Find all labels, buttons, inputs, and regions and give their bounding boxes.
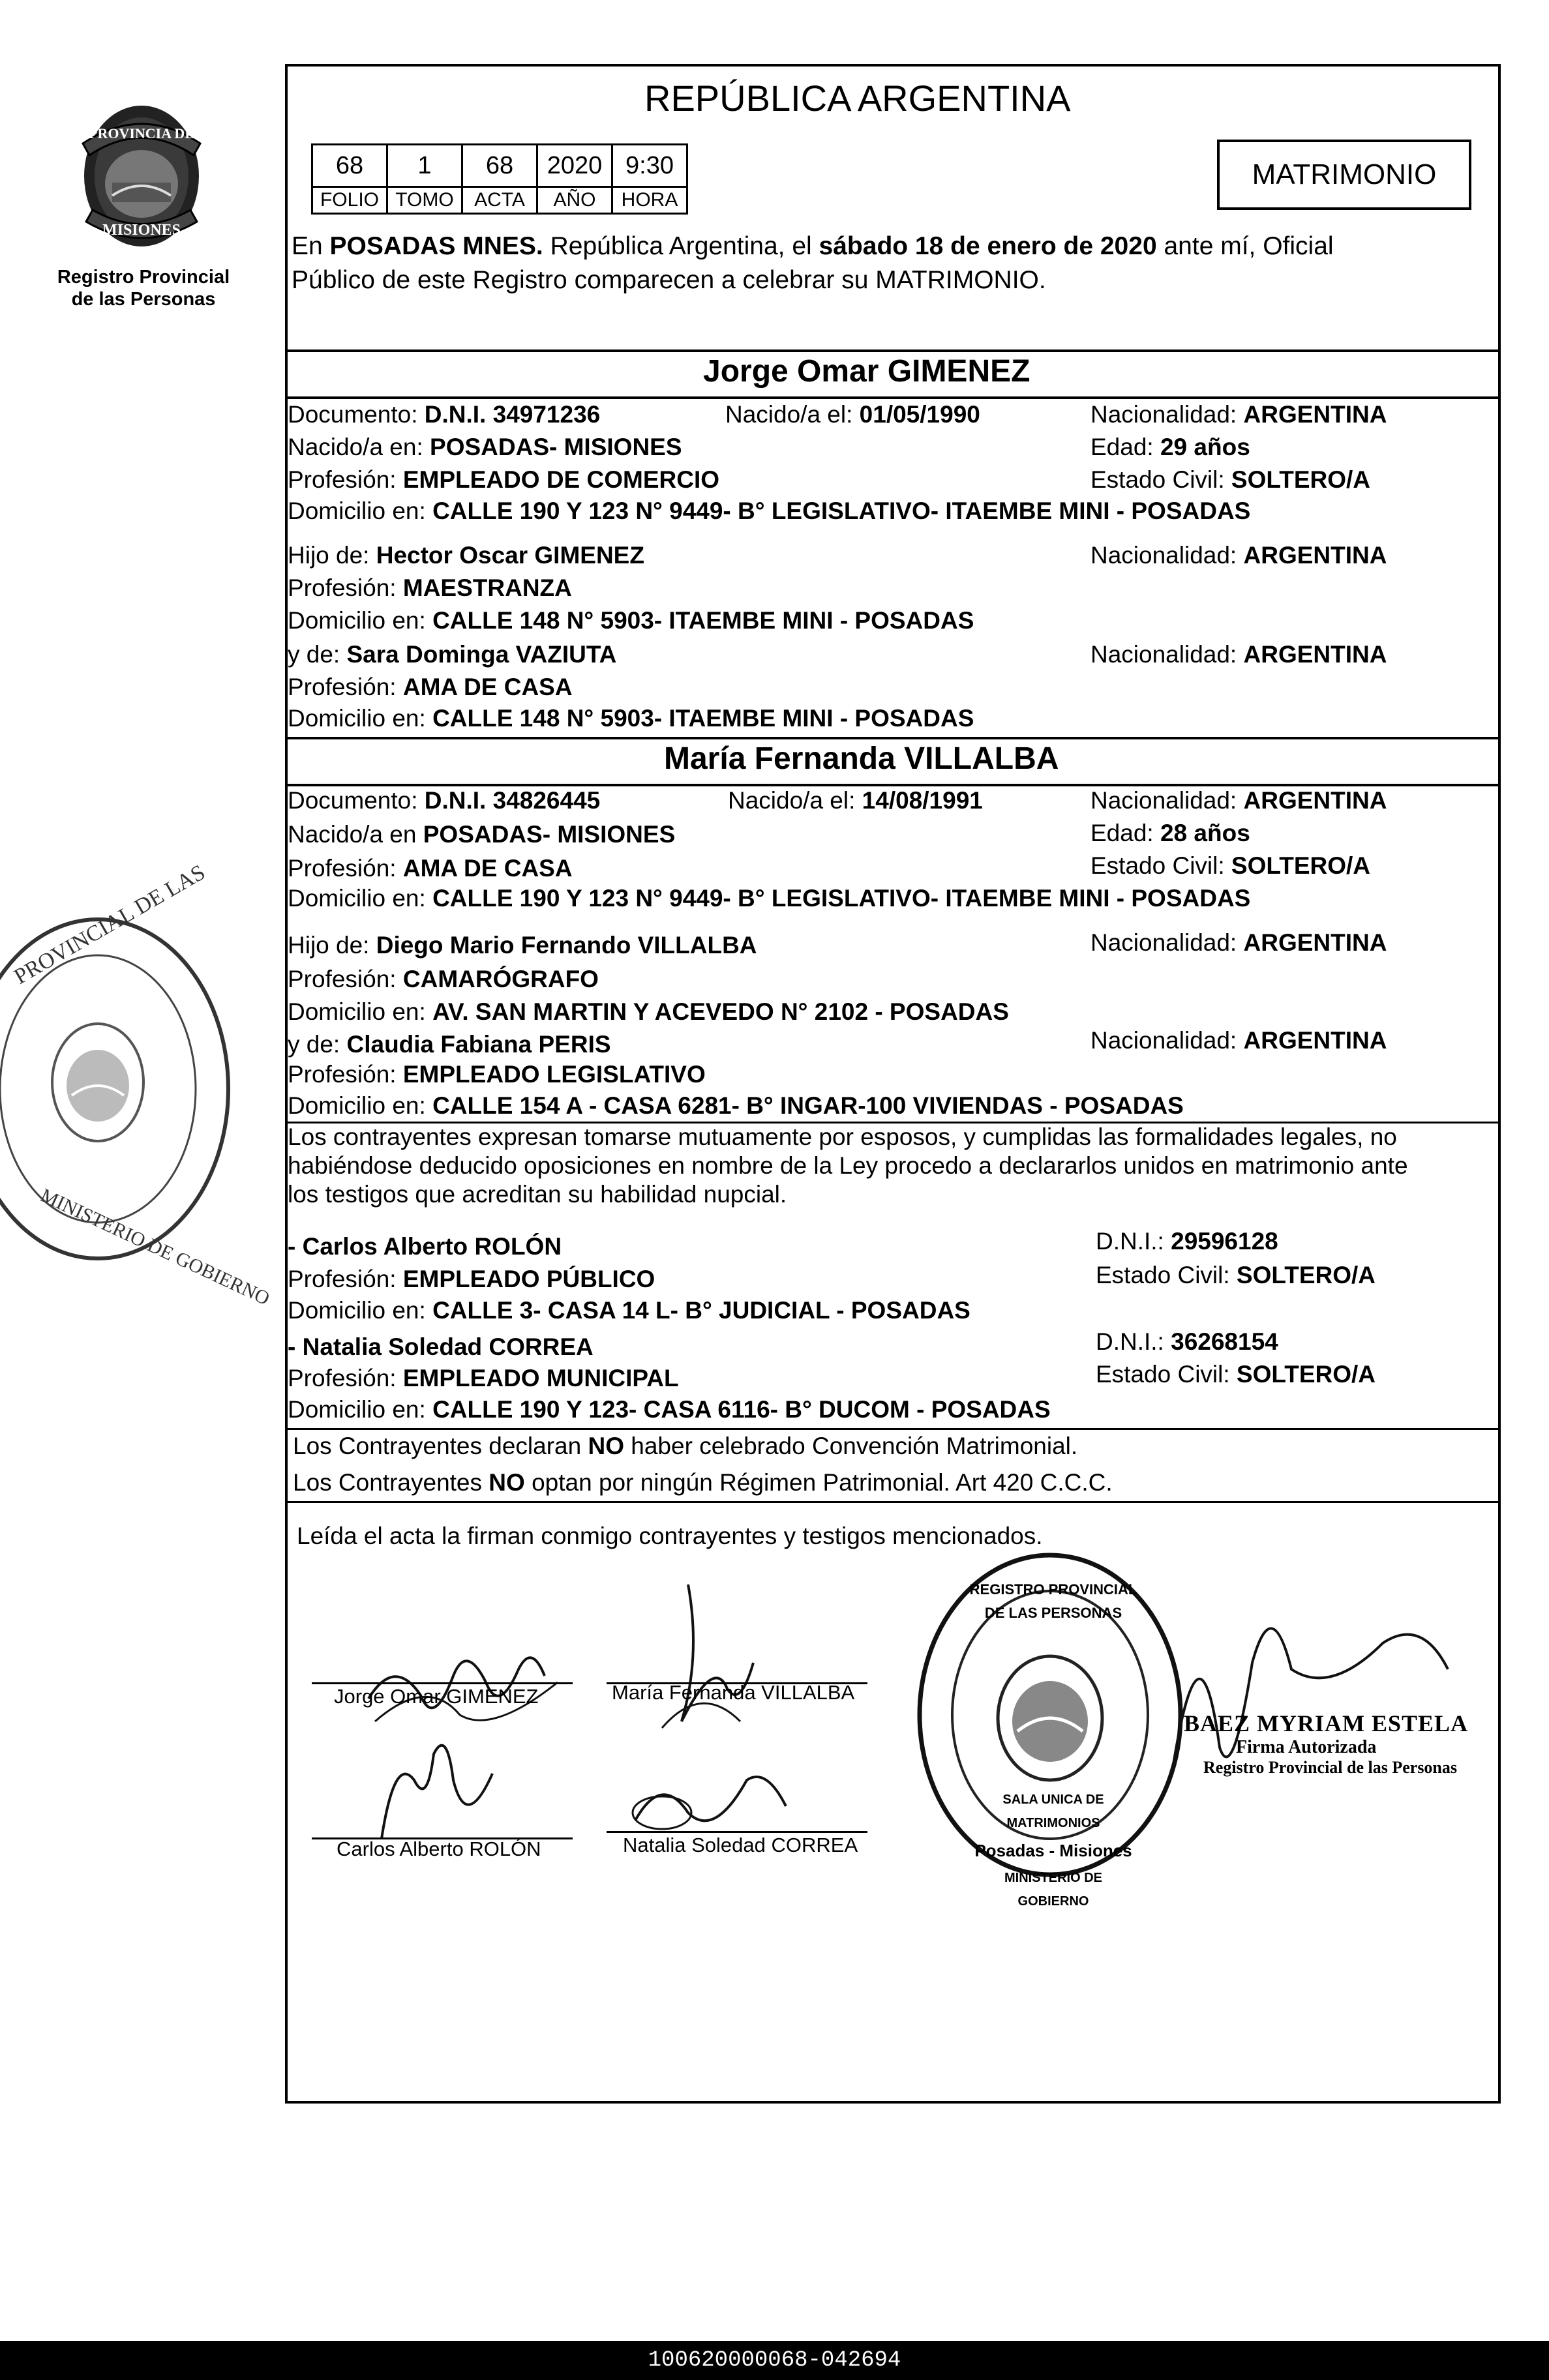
witness2-profession bbox=[288, 1364, 679, 1393]
label: Estado Civil: bbox=[1090, 466, 1225, 493]
value: EMPLEADO LEGISLATIVO bbox=[402, 1061, 706, 1088]
label: Nacionalidad: bbox=[1090, 401, 1237, 428]
witness2-name: - Natalia Soledad CORREA bbox=[288, 1333, 594, 1360]
document-code-bar bbox=[0, 2341, 1549, 2380]
stamp-bottom-text: MINISTERIO DE GOBIERNO bbox=[1004, 1871, 1102, 1909]
spouse2-mother-name bbox=[288, 1030, 611, 1059]
label: Domicilio en: bbox=[288, 705, 426, 732]
witness2-dni bbox=[1096, 1328, 1278, 1356]
acta-label: ACTA bbox=[462, 187, 537, 214]
acta-value: 68 bbox=[462, 145, 537, 187]
label: Estado Civil: bbox=[1096, 1262, 1230, 1288]
stamp-city-text: Posadas - Misiones bbox=[974, 1841, 1132, 1860]
value: AMA DE CASA bbox=[402, 855, 573, 882]
stamp-outer-text: REGISTRO PROVINCIAL DE LAS PERSONAS bbox=[969, 1581, 1137, 1621]
intro-place: POSADAS MNES. bbox=[329, 232, 543, 260]
svg-text:MISIONES: MISIONES bbox=[102, 222, 181, 239]
text: Los Contrayentes declaran bbox=[293, 1433, 588, 1459]
country-title: REPÚBLICA ARGENTINA bbox=[644, 78, 1071, 119]
folio-label: FOLIO bbox=[312, 187, 387, 214]
label: Nacido/a el: bbox=[728, 787, 856, 814]
text: NO bbox=[489, 1469, 525, 1496]
spouse1-name: Jorge Omar GIMENEZ bbox=[703, 354, 1030, 389]
spouse1-father-name bbox=[288, 541, 644, 570]
official-block bbox=[1184, 1710, 1468, 1778]
value: POSADAS- MISIONES bbox=[430, 434, 682, 460]
spouse2-nationality bbox=[1090, 786, 1387, 815]
spouse1-nationality bbox=[1090, 400, 1387, 429]
folio-value: 68 bbox=[312, 145, 387, 187]
value: EMPLEADO MUNICIPAL bbox=[402, 1365, 679, 1391]
spouse1-address bbox=[288, 497, 1250, 526]
label: Hijo de: bbox=[288, 542, 370, 569]
convention-line-1 bbox=[293, 1432, 1077, 1461]
spouse2-birthdate bbox=[728, 786, 983, 815]
spouse1-mother-profession bbox=[288, 673, 573, 702]
value: SOLTERO/A bbox=[1231, 852, 1371, 879]
value: 01/05/1990 bbox=[859, 401, 980, 428]
year-label: AÑO bbox=[537, 187, 612, 214]
witness1-dni bbox=[1096, 1227, 1278, 1256]
value: MAESTRANZA bbox=[402, 574, 572, 601]
label: Estado Civil: bbox=[1090, 852, 1225, 879]
spouse2-father-name bbox=[288, 931, 757, 960]
label: Nacionalidad: bbox=[1090, 929, 1237, 956]
value: Diego Mario Fernando VILLALBA bbox=[376, 932, 757, 959]
round-stamp-icon bbox=[0, 860, 273, 1310]
value: CAMARÓGRAFO bbox=[402, 966, 599, 992]
label: Nacionalidad: bbox=[1090, 542, 1237, 569]
label: y de: bbox=[288, 1031, 340, 1058]
intro-prefix: En bbox=[292, 232, 330, 260]
spouse2-father-profession bbox=[288, 965, 599, 994]
label: D.N.I.: bbox=[1096, 1228, 1164, 1255]
tomo-label: TOMO bbox=[387, 187, 462, 214]
spouse2-address bbox=[288, 884, 1250, 913]
label: Nacido/a en: bbox=[288, 434, 423, 460]
document-code: 100620000068-042694 bbox=[648, 2348, 901, 2373]
spouse2-father-nationality bbox=[1090, 929, 1387, 957]
label: y de: bbox=[288, 641, 340, 668]
spouse2-mother-nationality bbox=[1090, 1026, 1387, 1055]
value: AV. SAN MARTIN Y ACEVEDO N° 2102 - POSADAS bbox=[432, 998, 1009, 1025]
intro-suffix: ante mí, Oficial bbox=[1156, 232, 1334, 260]
value: SOLTERO/A bbox=[1231, 466, 1371, 493]
text: optan por ningún Régimen Patrimonial. Art 420 C.C.C. bbox=[524, 1469, 1113, 1496]
label: Profesión: bbox=[288, 574, 397, 601]
spouse2-civil-status bbox=[1090, 852, 1370, 880]
spouse2-mother-profession bbox=[288, 1060, 706, 1089]
intro-line-1 bbox=[292, 232, 1334, 261]
year-value: 2020 bbox=[537, 145, 612, 187]
value: 36268154 bbox=[1171, 1328, 1278, 1355]
spouse2-profession bbox=[288, 854, 573, 883]
hour-value: 9:30 bbox=[612, 145, 687, 187]
value: D.N.I. 34971236 bbox=[424, 401, 601, 428]
label: Nacido/a en bbox=[288, 821, 417, 848]
value: 29596128 bbox=[1171, 1228, 1278, 1255]
declaration-line-3: los testigos que acreditan su habilidad nupcial. bbox=[288, 1181, 787, 1208]
official-stamp-text bbox=[969, 1578, 1138, 1913]
label: Profesión: bbox=[288, 966, 397, 992]
label: Domicilio en: bbox=[288, 1396, 426, 1423]
registry-name-line2: de las Personas bbox=[71, 289, 216, 310]
value: SOLTERO/A bbox=[1236, 1361, 1376, 1388]
label: Profesión: bbox=[288, 466, 397, 493]
witness1-profession bbox=[288, 1265, 655, 1294]
label: Domicilio en: bbox=[288, 498, 426, 524]
value: CALLE 190 Y 123- CASA 6116- B° DUCOM - POSADAS bbox=[432, 1396, 1051, 1423]
label: Domicilio en: bbox=[288, 998, 426, 1025]
spouse1-civil-status bbox=[1090, 466, 1370, 494]
value: SOLTERO/A bbox=[1236, 1262, 1376, 1288]
label: Nacionalidad: bbox=[1090, 787, 1237, 814]
stamp-inner-text: SALA UNICA DE MATRIMONIOS bbox=[1002, 1792, 1104, 1830]
spouse1-age bbox=[1090, 433, 1250, 462]
divider bbox=[285, 1428, 1501, 1430]
witness1-name: - Carlos Alberto ROLÓN bbox=[288, 1233, 562, 1260]
value: D.N.I. 34826445 bbox=[424, 787, 601, 814]
value: CALLE 148 N° 5903- ITAEMBE MINI - POSADAS bbox=[432, 607, 974, 634]
label: Estado Civil: bbox=[1096, 1361, 1230, 1388]
value: EMPLEADO DE COMERCIO bbox=[402, 466, 720, 493]
spouse2-name: María Fernanda VILLALBA bbox=[664, 741, 1059, 776]
signature-label-spouse2: María Fernanda VILLALBA bbox=[612, 1681, 855, 1704]
spouse1-mother-name bbox=[288, 640, 616, 669]
label: Nacido/a el: bbox=[725, 401, 853, 428]
closing-text: Leída el acta la firman conmigo contrayentes y testigos mencionados. bbox=[297, 1523, 1043, 1549]
signature-label-witness1: Carlos Alberto ROLÓN bbox=[337, 1837, 541, 1860]
label: Edad: bbox=[1090, 434, 1154, 460]
witness2-civil-status bbox=[1096, 1360, 1376, 1389]
signature-label-witness2: Natalia Soledad CORREA bbox=[623, 1834, 858, 1856]
value: Hector Oscar GIMENEZ bbox=[376, 542, 644, 569]
label: Domicilio en: bbox=[288, 885, 426, 912]
label: Edad: bbox=[1090, 820, 1154, 846]
value: POSADAS- MISIONES bbox=[423, 821, 676, 848]
declaration-line-2: habiéndose deducido oposiciones en nombre de la Ley procedo a declararlos unidos en matrimonio ante bbox=[288, 1152, 1408, 1179]
text: Los Contrayentes bbox=[293, 1469, 489, 1496]
spouse2-birthplace bbox=[288, 820, 675, 849]
spouse2-mother-address bbox=[288, 1092, 1184, 1120]
spouse2-father-address bbox=[288, 998, 1009, 1026]
spouse1-mother-nationality bbox=[1090, 640, 1387, 669]
label: Domicilio en: bbox=[288, 607, 426, 634]
svg-text:PROVINCIAL DE LAS: PROVINCIAL DE LAS bbox=[10, 860, 209, 989]
divider bbox=[285, 1501, 1501, 1503]
tomo-value: 1 bbox=[387, 145, 462, 187]
value: CALLE 148 N° 5903- ITAEMBE MINI - POSADAS bbox=[432, 705, 974, 732]
hour-label: HORA bbox=[612, 187, 687, 214]
label: D.N.I.: bbox=[1096, 1328, 1164, 1355]
witness1-address bbox=[288, 1296, 970, 1325]
value: Claudia Fabiana PERIS bbox=[346, 1031, 611, 1058]
value: 29 años bbox=[1160, 434, 1250, 460]
label: Nacionalidad: bbox=[1090, 1027, 1237, 1054]
spouse2-doc bbox=[288, 786, 600, 815]
registry-logo bbox=[67, 98, 217, 261]
value: ARGENTINA bbox=[1243, 401, 1387, 428]
text: haber celebrado Convención Matrimonial. bbox=[624, 1433, 1078, 1459]
record-values-row bbox=[312, 145, 687, 187]
label: Documento: bbox=[288, 787, 418, 814]
label: Profesión: bbox=[288, 1266, 397, 1292]
value: EMPLEADO PÚBLICO bbox=[402, 1266, 655, 1292]
official-role-1: Firma Autorizada bbox=[1236, 1737, 1377, 1757]
spouse1-doc bbox=[288, 400, 600, 429]
label: Domicilio en: bbox=[288, 1092, 426, 1119]
value: CALLE 190 Y 123 N° 9449- B° LEGISLATIVO- ITAEMBE MINI - POSADAS bbox=[432, 498, 1251, 524]
label: Hijo de: bbox=[288, 932, 370, 959]
official-role-2: Registro Provincial de las Personas bbox=[1203, 1758, 1458, 1777]
matrimony-hall-stamp bbox=[0, 860, 273, 1310]
spouse1-father-nationality bbox=[1090, 541, 1387, 570]
intro-line-2: Público de este Registro comparecen a celebrar su MATRIMONIO. bbox=[292, 266, 1046, 294]
value: ARGENTINA bbox=[1243, 787, 1387, 814]
record-labels-row bbox=[312, 187, 687, 214]
witness1-civil-status bbox=[1096, 1261, 1376, 1290]
spouse1-birthplace bbox=[288, 433, 682, 462]
intro-mid: República Argentina, el bbox=[543, 232, 819, 260]
value: ARGENTINA bbox=[1243, 542, 1387, 569]
witness2-address bbox=[288, 1395, 1051, 1424]
official-name: BAEZ MYRIAM ESTELA bbox=[1184, 1710, 1469, 1736]
spouse2-age bbox=[1090, 819, 1250, 848]
spouse1-profession bbox=[288, 466, 719, 494]
value: AMA DE CASA bbox=[402, 674, 573, 700]
value: CALLE 190 Y 123 N° 9449- B° LEGISLATIVO- ITAEMBE MINI - POSADAS bbox=[432, 885, 1251, 912]
value: ARGENTINA bbox=[1243, 929, 1387, 956]
value: Sara Dominga VAZIUTA bbox=[346, 641, 617, 668]
label: Nacionalidad: bbox=[1090, 641, 1237, 668]
value: ARGENTINA bbox=[1243, 1027, 1387, 1054]
signature-line bbox=[607, 1831, 867, 1833]
value: 28 años bbox=[1160, 820, 1250, 846]
svg-text:MINISTERIO DE GOBIERNO: MINISTERIO DE GOBIERNO bbox=[37, 1184, 273, 1310]
label: Profesión: bbox=[288, 674, 397, 700]
signature-line bbox=[312, 1682, 573, 1684]
type-badge bbox=[1217, 140, 1471, 210]
label: Profesión: bbox=[288, 855, 397, 882]
convention-line-2 bbox=[293, 1468, 1113, 1497]
spouse1-mother-address bbox=[288, 704, 974, 733]
type-badge-label: MATRIMONIO bbox=[1252, 158, 1437, 190]
declaration-line-1: Los contrayentes expresan tomarse mutuamente por esposos, y cumplidas las formalidades legales, no bbox=[288, 1123, 1397, 1150]
label: Domicilio en: bbox=[288, 1297, 426, 1324]
divider bbox=[285, 396, 1501, 399]
value: 14/08/1991 bbox=[862, 787, 983, 814]
registry-name-line1: Registro Provincial bbox=[57, 267, 230, 288]
label: Profesión: bbox=[288, 1365, 397, 1391]
svg-text:PROVINCIA DE: PROVINCIA DE bbox=[89, 125, 194, 141]
shield-emblem-icon bbox=[67, 98, 217, 261]
value: CALLE 3- CASA 14 L- B° JUDICIAL - POSADAS bbox=[432, 1297, 970, 1324]
label: Profesión: bbox=[288, 1061, 397, 1088]
intro-date: sábado 18 de enero de 2020 bbox=[819, 232, 1157, 260]
signature-label-spouse1: Jorge Omar GIMENEZ bbox=[334, 1685, 539, 1708]
record-table bbox=[311, 143, 688, 215]
text: NO bbox=[588, 1433, 624, 1459]
registry-name bbox=[39, 266, 248, 310]
label: Documento: bbox=[288, 401, 418, 428]
spouse1-father-address bbox=[288, 606, 974, 635]
value: CALLE 154 A - CASA 6281- B° INGAR-100 VIVIENDAS - POSADAS bbox=[432, 1092, 1184, 1119]
spouse1-father-profession bbox=[288, 574, 572, 602]
spouse1-birthdate bbox=[725, 400, 980, 429]
value: ARGENTINA bbox=[1243, 641, 1387, 668]
